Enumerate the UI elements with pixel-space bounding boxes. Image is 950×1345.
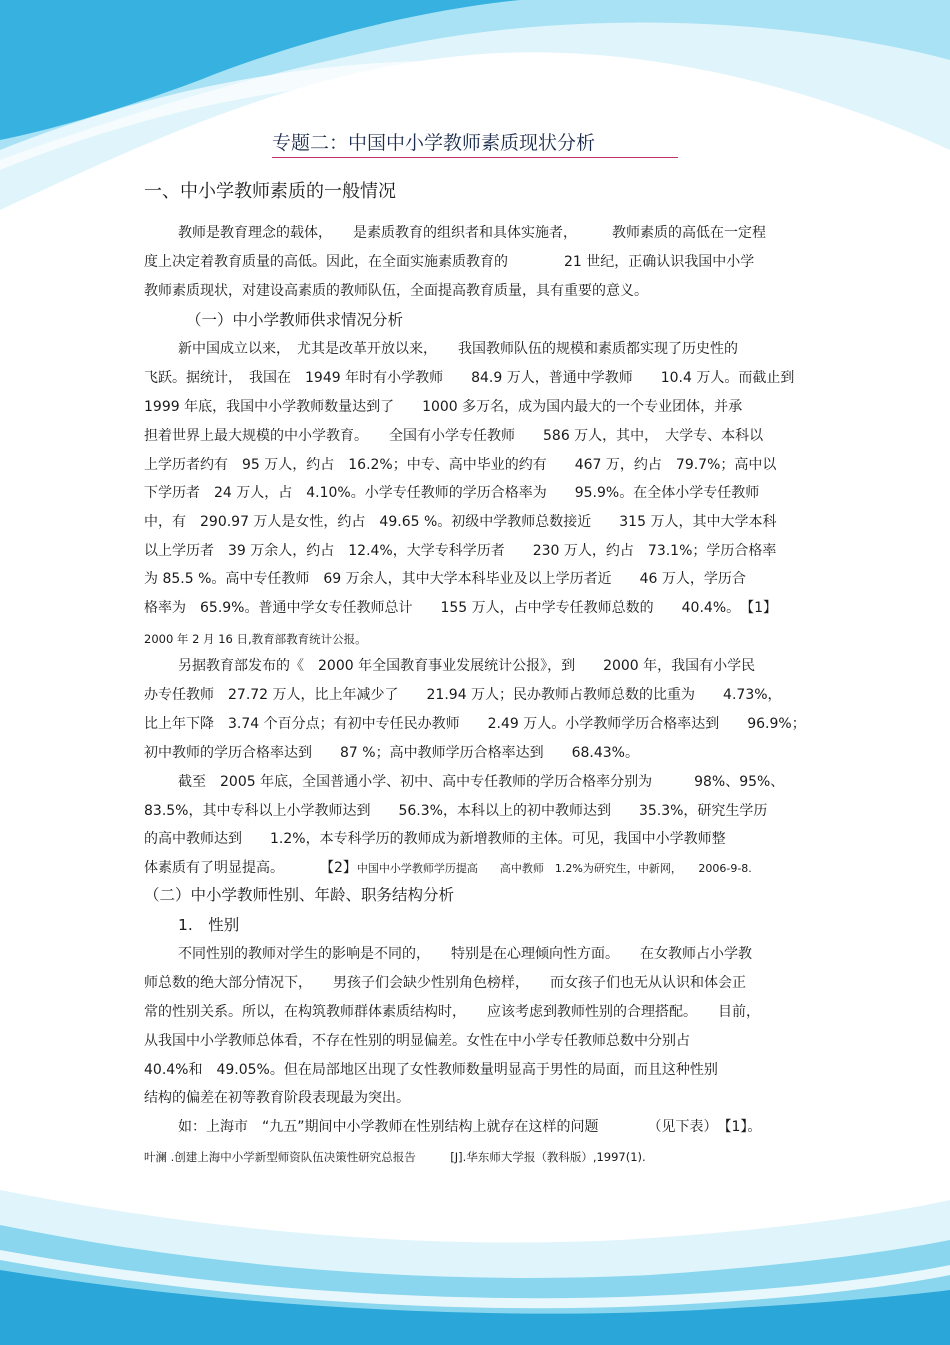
subsection-heading-supply: （一）中小学教师供求情况分析 <box>186 311 404 329</box>
paragraph-line: 中，有 290.97 万人是女性，约占 49.65 %。初级中学教师总数接近 315 万人，其中大学本科 <box>144 514 777 530</box>
paragraph-line: 如：上海市 “九五”期间中小学教师在性别结构上就存在这样的问题 （见下表） 【1】。 <box>178 1119 762 1135</box>
paragraph-line: 办专任教师 27.72 万人，比上年减少了 21.94 万人；民办教师占教师总数的比重为 4.73%， <box>144 687 782 703</box>
paragraph-line: 截至 2005 年底，全国普通小学、初中、高中专任教师的学历合格率分别为 98%、95%、 <box>178 774 785 790</box>
paragraph-line: 新中国成立以来， 尤其是改革开放以来， 我国教师队伍的规模和素质都实现了历史性的 <box>178 341 738 357</box>
paragraph-line: 飞跃。据统计， 我国在 1949 年时有小学教师 84.9 万人，普通中学教师 10.4 万人。而截止到 <box>144 370 795 386</box>
intro-line: 度上决定着教育质量的高低。因此，在全面实施素质教育的 21 世纪，正确认识我国中小学 <box>144 254 755 270</box>
footnote-2: 叶澜 .创建上海中小学新型师资队伍决策性研究总报告 [J].华东师大学报（教科版）,1997(1). <box>144 1150 646 1164</box>
intro-line: 教师素质现状，对建设高素质的教师队伍，全面提高教育质量，具有重要的意义。 <box>144 283 648 299</box>
reference-marker-2: 【2】 <box>320 860 357 876</box>
paragraph-line: 上学历者约有 95 万人，约占 16.2%；中专、高中毕业的约有 467 万，约占 79.7%；高中以 <box>144 457 777 473</box>
intro-line: 教师是教育理念的载体， 是素质教育的组织者和具体实施者， 教师素质的高低在一定程 <box>178 225 766 241</box>
paragraph-text: 体素质有了明显提高。 <box>144 860 284 876</box>
paragraph-line: 为 85.5 %。高中专任教师 69 万余人，其中大学本科毕业及以上学历者近 46 万人，学历合 <box>144 571 746 587</box>
paragraph-line: 常的性别关系。所以，在构筑教师群体素质结构时， 应该考虑到教师性别的合理搭配。 目前， <box>144 1004 760 1020</box>
paragraph-line: 下学历者 24 万人，占 4.10%。小学专任教师的学历合格率为 95.9%。在全体小学专任教师 <box>144 485 760 501</box>
subsection-heading-structure: （二）中小学教师性别、年龄、职务结构分析 <box>144 886 455 904</box>
footnote-1: 2000 年 2 月 16 日,教育部教育统计公报。 <box>144 632 367 646</box>
paragraph-line: 格率为 65.9%。普通中学女专任教师总计 155 万人，占中学专任教师总数的 40.4%。 【1】 <box>144 600 778 616</box>
paragraph-line: 不同性别的教师对学生的影响是不同的， 特别是在心理倾向性方面。 在女教师占小学教 <box>178 946 752 962</box>
paragraph-line: 1999 年底，我国中小学教师数量达到了 1000 多万名，成为国内最大的一个专业团体，并承 <box>144 399 743 415</box>
paragraph-line: 40.4%和 49.05%。但在局部地区出现了女性教师数量明显高于男性的局面，而且这种性别 <box>144 1062 718 1078</box>
subsection-heading-gender: 1. 性别 <box>178 916 240 934</box>
paragraph-line: 师总数的绝大部分情况下， 男孩子们会缺少性别角色榜样， 而女孩子们也无从认识和体会正 <box>144 975 746 991</box>
paragraph-line: 从我国中小学教师总体看，不存在性别的明显偏差。女性在中小学专任教师总数中分别占 <box>144 1033 690 1049</box>
paragraph-line: 结构的偏差在初等教育阶段表现最为突出。 <box>144 1090 410 1106</box>
paragraph-line: 担着世界上最大规模的中小学教育。 全国有小学专任教师 586 万人，其中， 大学专、本科以 <box>144 428 764 444</box>
reference-2-text: 中国中小学教师学历提高 高中教师 1.2%为研究生，中新网， 2006-9-8. <box>356 862 752 875</box>
paragraph-line: 的高中教师达到 1.2%，本专科学历的教师成为新增教师的主体。可见，我国中小学教师整 <box>144 831 726 847</box>
paragraph-line-with-reference <box>144 858 814 879</box>
paragraph-line: 比上年下降 3.74 个百分点；有初中专任民办教师 2.49 万人。小学教师学历合格率达到 96.9%； <box>144 716 806 732</box>
paragraph-line: 以上学历者 39 万余人，约占 12.4%，大学专科学历者 230 万人，约占 73.1%；学历合格率 <box>144 543 777 559</box>
paragraph-line: 83.5%，其中专科以上小学教师达到 56.3%，本科以上的初中教师达到 35.3%，研究生学历 <box>144 803 768 819</box>
paragraph-line: 另据教育部发布的《 2000 年全国教育事业发展统计公报》，到 2000 年，我国有小学民 <box>178 658 756 674</box>
section-heading-1: 一、中小学教师素质的一般情况 <box>144 181 396 202</box>
paragraph-line: 初中教师的学历合格率达到 87 %；高中教师学历合格率达到 68.43%。 <box>144 745 639 761</box>
page-title: 专题二：中国中小学教师素质现状分析 <box>272 130 678 158</box>
